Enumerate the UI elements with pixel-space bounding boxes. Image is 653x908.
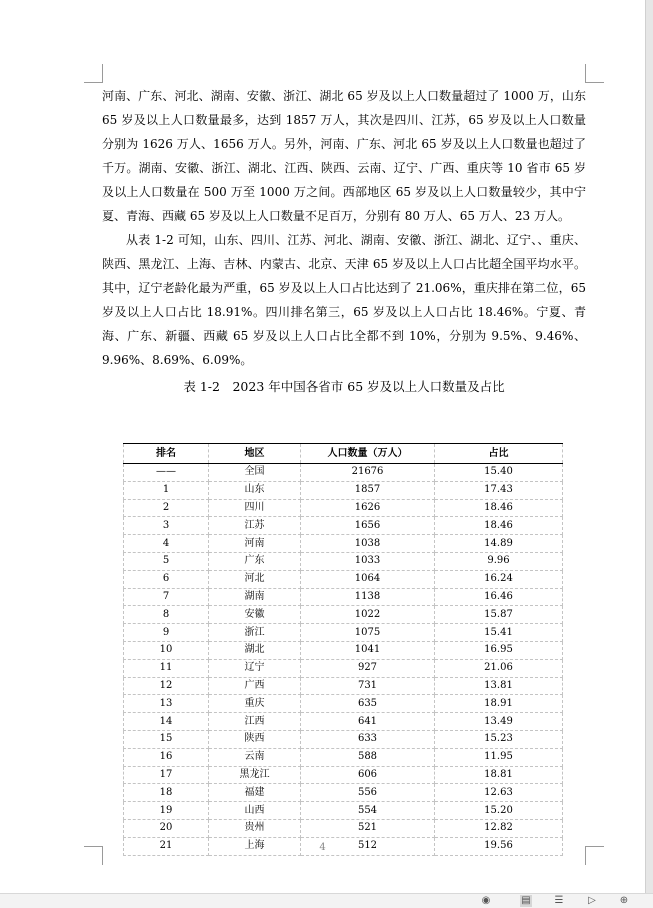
population-cell[interactable]: 1041 — [301, 641, 435, 659]
table-row — [124, 695, 563, 713]
rank-cell[interactable]: 18 — [124, 784, 209, 802]
share-cell[interactable]: 16.24 — [435, 570, 563, 588]
region-cell[interactable]: 河北 — [209, 570, 301, 588]
share-cell[interactable]: 21.06 — [435, 659, 563, 677]
population-cell[interactable]: 641 — [301, 713, 435, 731]
rank-cell[interactable]: 14 — [124, 713, 209, 731]
region-cell[interactable]: 四川 — [209, 499, 301, 517]
population-cell[interactable]: 1138 — [301, 588, 435, 606]
region-cell[interactable]: 山西 — [209, 802, 301, 820]
focus-icon[interactable]: ◉ — [481, 895, 491, 906]
region-cell[interactable]: 山东 — [209, 481, 301, 499]
population-cell[interactable]: 21676 — [301, 464, 435, 482]
table-row — [124, 802, 563, 820]
margin-mark-top-right — [585, 64, 604, 83]
share-cell[interactable]: 12.82 — [435, 819, 563, 837]
header-rank[interactable]: 排名 — [124, 444, 209, 464]
rank-cell[interactable]: 16 — [124, 748, 209, 766]
table-row — [124, 517, 563, 535]
rank-cell[interactable]: 3 — [124, 517, 209, 535]
share-cell[interactable]: 18.46 — [435, 517, 563, 535]
header-region[interactable]: 地区 — [209, 444, 301, 464]
rank-cell[interactable]: 19 — [124, 802, 209, 820]
region-cell[interactable]: 江苏 — [209, 517, 301, 535]
table-row — [124, 713, 563, 731]
region-cell[interactable]: 贵州 — [209, 819, 301, 837]
region-cell[interactable]: 广西 — [209, 677, 301, 695]
paragraph[interactable]: 河南、广东、河北、湖南、安徽、浙江、湖北 65 岁及以上人口数量超过了 1000 万，山东 65 岁及以上人口数量最多，达到 1857 万人，其次是四川、江苏，65 岁及以上人口数量分别为 1626 万人、1656 万人。另外，河南、广东、河北 65 岁及以上人口数量也超过了千万。湖南、安徽、浙江、湖北、江西、陕西、云南、辽宁、广西、重庆等 10 省市 65 岁及以上人口数量在 500 万至 1000 万之间。西部地区 65 岁及以上人口数量较少，其中宁夏、青海、西藏 65 岁及以上人口数量不足百万，分别有 80 万人、65 万人、23 万人。 — [102, 89, 586, 223]
table-row — [124, 748, 563, 766]
share-cell[interactable]: 16.95 — [435, 641, 563, 659]
share-cell[interactable]: 14.89 — [435, 535, 563, 553]
region-cell[interactable]: 云南 — [209, 748, 301, 766]
rank-cell[interactable]: 1 — [124, 481, 209, 499]
rank-cell[interactable]: 21 — [124, 837, 209, 855]
rank-cell[interactable]: 11 — [124, 659, 209, 677]
table-row — [124, 624, 563, 642]
population-cell[interactable]: 512 — [301, 837, 435, 855]
rank-cell[interactable]: 17 — [124, 766, 209, 784]
share-cell[interactable]: 15.20 — [435, 802, 563, 820]
share-cell[interactable]: 16.46 — [435, 588, 563, 606]
paragraph[interactable]: 从表 1-2 可知，山东、四川、江苏、河北、湖南、安徽、浙江、湖北、辽宁、、重庆、陕西、黑龙江、上海、吉林、内蒙古、北京、天津 65 岁及以上人口占比超全国平均水平。其中，辽宁老龄化最为严重，65 岁及以上人口占比达到了 21.06%，重庆排在第二位，65 岁及以上人口占比 18.91%。四川排名第三，65 岁及以上人口占比 18.46%。宁夏、青海、广东、新疆、西藏 65 岁及以上人口占比全都不到 10%，分别为 9.5%、9.46%、9.96%、8.69%、6.09%。 — [102, 233, 586, 367]
region-cell[interactable]: 全国 — [209, 464, 301, 482]
rank-cell[interactable]: 7 — [124, 588, 209, 606]
region-cell[interactable]: 河南 — [209, 535, 301, 553]
document-body[interactable] — [102, 84, 586, 400]
region-cell[interactable]: 江西 — [209, 713, 301, 731]
region-cell[interactable]: 陕西 — [209, 730, 301, 748]
table-row — [124, 464, 563, 482]
rank-cell[interactable]: 15 — [124, 730, 209, 748]
population-cell[interactable]: 1075 — [301, 624, 435, 642]
table-body — [124, 464, 563, 856]
rank-cell[interactable]: 4 — [124, 535, 209, 553]
population-cell[interactable]: 927 — [301, 659, 435, 677]
share-cell[interactable]: 12.63 — [435, 784, 563, 802]
table-header-row — [124, 444, 563, 464]
region-cell[interactable]: 安徽 — [209, 606, 301, 624]
rank-cell[interactable]: —— — [124, 464, 209, 482]
population-cell[interactable]: 556 — [301, 784, 435, 802]
web-view-icon[interactable]: ⊕ — [619, 895, 629, 906]
region-cell[interactable]: 湖南 — [209, 588, 301, 606]
table-row — [124, 499, 563, 517]
status-bar — [0, 893, 653, 908]
population-cell[interactable]: 1857 — [301, 481, 435, 499]
header-population[interactable]: 人口数量（万人） — [301, 444, 435, 464]
rank-cell[interactable]: 20 — [124, 819, 209, 837]
share-cell[interactable]: 18.46 — [435, 499, 563, 517]
table-row — [124, 641, 563, 659]
region-cell[interactable]: 广东 — [209, 552, 301, 570]
region-cell[interactable]: 上海 — [209, 837, 301, 855]
region-cell[interactable]: 黑龙江 — [209, 766, 301, 784]
rank-cell[interactable]: 13 — [124, 695, 209, 713]
region-cell[interactable]: 湖北 — [209, 641, 301, 659]
table-row — [124, 766, 563, 784]
share-cell[interactable]: 18.91 — [435, 695, 563, 713]
table-row — [124, 552, 563, 570]
rank-cell[interactable]: 12 — [124, 677, 209, 695]
share-cell[interactable]: 11.95 — [435, 748, 563, 766]
read-mode-icon[interactable]: ▷ — [588, 895, 596, 906]
population-cell[interactable]: 635 — [301, 695, 435, 713]
share-cell[interactable]: 18.81 — [435, 766, 563, 784]
share-cell[interactable]: 13.81 — [435, 677, 563, 695]
region-cell[interactable]: 重庆 — [209, 695, 301, 713]
share-cell[interactable]: 9.96 — [435, 552, 563, 570]
share-cell[interactable]: 17.43 — [435, 481, 563, 499]
population-table[interactable] — [123, 443, 563, 856]
outline-view-icon[interactable]: ☰ — [554, 895, 564, 906]
population-cell[interactable]: 633 — [301, 730, 435, 748]
population-cell[interactable]: 1626 — [301, 499, 435, 517]
table-row — [124, 570, 563, 588]
rank-cell[interactable]: 6 — [124, 570, 209, 588]
table-caption[interactable]: 表 1-2 2023 年中国各省市 65 岁及以上人口数量及占比 — [183, 379, 505, 394]
table-row — [124, 588, 563, 606]
population-cell[interactable]: 521 — [301, 819, 435, 837]
rank-cell[interactable]: 10 — [124, 641, 209, 659]
population-cell[interactable]: 554 — [301, 802, 435, 820]
page-number: 4 — [319, 842, 326, 853]
table-row — [124, 819, 563, 837]
rank-cell[interactable]: 8 — [124, 606, 209, 624]
region-cell[interactable]: 浙江 — [209, 624, 301, 642]
table-row — [124, 659, 563, 677]
share-cell[interactable]: 19.56 — [435, 837, 563, 855]
population-cell[interactable]: 731 — [301, 677, 435, 695]
rank-cell[interactable]: 5 — [124, 552, 209, 570]
rank-cell[interactable]: 2 — [124, 499, 209, 517]
table-row — [124, 677, 563, 695]
header-share[interactable]: 占比 — [435, 444, 563, 464]
region-cell[interactable]: 福建 — [209, 784, 301, 802]
share-cell[interactable]: 15.40 — [435, 464, 563, 482]
population-cell[interactable]: 1656 — [301, 517, 435, 535]
share-cell[interactable]: 15.41 — [435, 624, 563, 642]
table-row — [124, 606, 563, 624]
population-cell[interactable]: 1022 — [301, 606, 435, 624]
population-cell[interactable]: 1038 — [301, 535, 435, 553]
share-cell[interactable]: 13.49 — [435, 713, 563, 731]
population-cell[interactable]: 1033 — [301, 552, 435, 570]
share-cell[interactable]: 15.23 — [435, 730, 563, 748]
rank-cell[interactable]: 9 — [124, 624, 209, 642]
population-cell[interactable]: 1064 — [301, 570, 435, 588]
region-cell[interactable]: 辽宁 — [209, 659, 301, 677]
share-cell[interactable]: 15.87 — [435, 606, 563, 624]
population-cell[interactable]: 588 — [301, 748, 435, 766]
table-row — [124, 481, 563, 499]
print-layout-icon[interactable]: ▤ — [521, 895, 531, 906]
margin-mark-top-left — [84, 64, 103, 83]
table-row — [124, 784, 563, 802]
table-row — [124, 730, 563, 748]
population-cell[interactable]: 606 — [301, 766, 435, 784]
table-row — [124, 535, 563, 553]
